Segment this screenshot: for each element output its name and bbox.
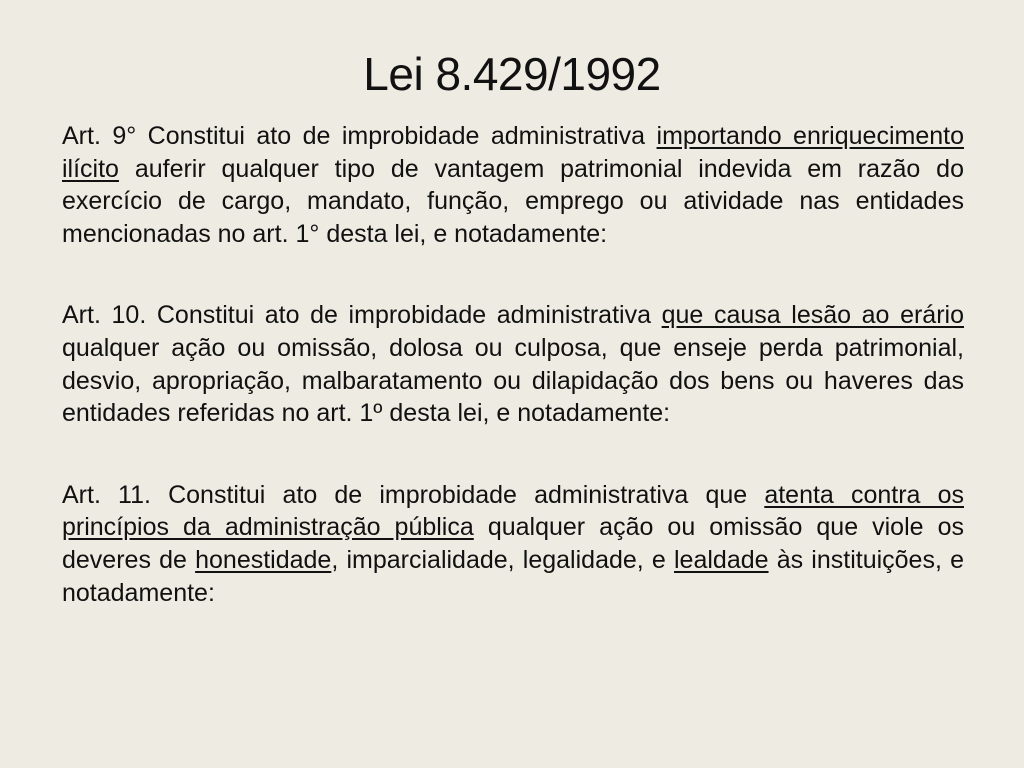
article-11-underlined-lealdade: lealdade bbox=[674, 545, 769, 574]
slide-body bbox=[62, 120, 964, 658]
slide-title: Lei 8.429/1992 bbox=[363, 48, 661, 100]
article-11-underlined-honestidade: honestidade bbox=[195, 545, 332, 574]
article-10-text-2: qualquer ação ou omissão, dolosa ou culposa, que enseje perda patrimonial, desvio, apropriação, malbaratamento ou dilapidação dos bens ou haveres das entidades referidas no art. 1º desta lei, e notadamente: bbox=[62, 333, 964, 428]
article-11-text-2: qualquer ação ou omissão que viole os deveres de bbox=[62, 513, 964, 574]
article-9-text-1: Art. 9° Constitui ato de improbidade administrativa bbox=[62, 122, 657, 150]
article-11-text-3: , imparcialidade, legalidade, e bbox=[331, 545, 674, 574]
article-11-underlined-term: atenta contra os princípios da administração pública bbox=[62, 480, 964, 542]
article-9-underlined-term: importando enriquecimento ilícito bbox=[62, 122, 964, 183]
article-11-text-4: às instituições, e notadamente: bbox=[62, 545, 964, 607]
article-10-underlined-term: que causa lesão ao erário bbox=[661, 301, 964, 330]
article-11-text-1: Art. 11. Constitui ato de improbidade administrativa que bbox=[62, 480, 765, 509]
article-9-paragraph bbox=[62, 120, 964, 250]
article-9-text-2: auferir qualquer tipo de vantagem patrimonial indevida em razão do exercício de cargo, mandato, função, emprego ou atividade nas entidades mencionadas no art. 1° desta lei, e notadamente: bbox=[62, 154, 964, 248]
article-10-paragraph bbox=[62, 299, 964, 429]
article-10-text-1: Art. 10. Constitui ato de improbidade administrativa bbox=[62, 301, 662, 330]
article-11-paragraph bbox=[62, 479, 964, 609]
